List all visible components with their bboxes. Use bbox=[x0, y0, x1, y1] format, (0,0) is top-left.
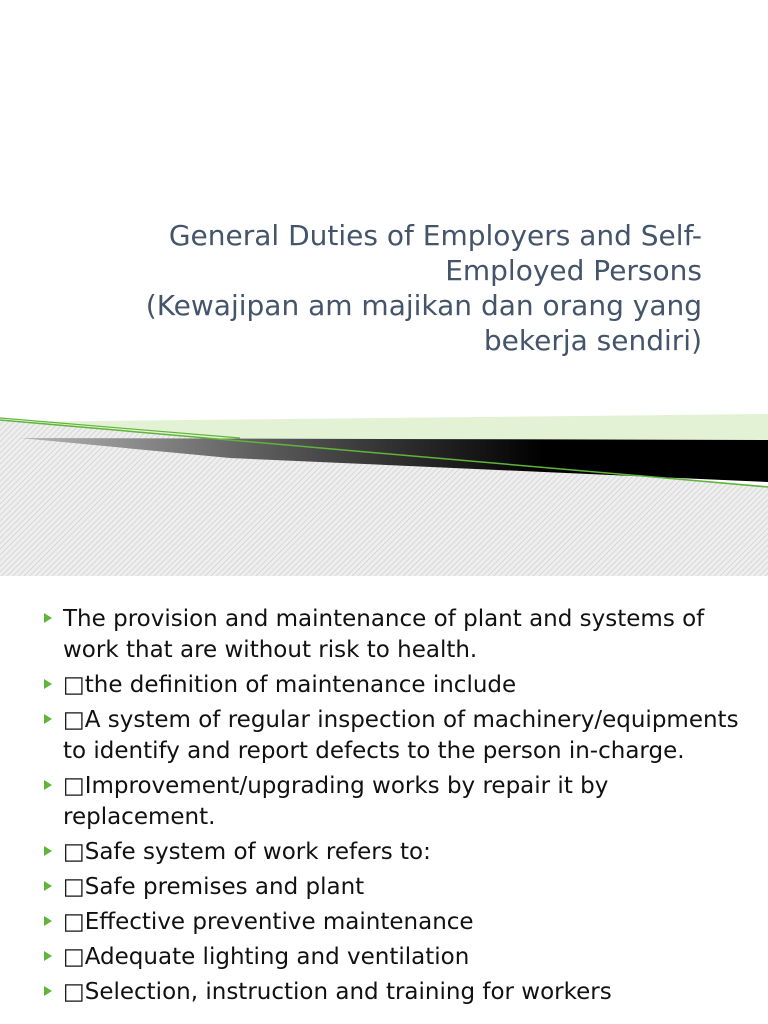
arrow-bullet-icon bbox=[44, 780, 52, 790]
arrow-bullet-icon bbox=[44, 846, 52, 856]
bullet-text: The provision and maintenance of plant and systems of work that are without risk to health. bbox=[63, 606, 705, 663]
arrow-bullet-icon bbox=[44, 881, 52, 891]
list-item bbox=[40, 907, 740, 938]
list-item bbox=[40, 705, 740, 767]
bullet-text: □Adequate lighting and ventilation bbox=[63, 944, 470, 970]
bullet-text: □Improvement/upgrading works by repair it by replacement. bbox=[63, 773, 609, 830]
title-line: (Kewajipan am majikan dan orang yang bbox=[145, 289, 702, 322]
title-line: General Duties of Employers and Self- bbox=[168, 219, 702, 252]
list-item bbox=[40, 872, 740, 903]
content-slide bbox=[0, 576, 768, 1024]
list-item bbox=[40, 942, 740, 973]
arrow-bullet-icon bbox=[44, 714, 52, 724]
title-line: bekerja sendiri) bbox=[483, 324, 702, 357]
arrow-bullet-icon bbox=[44, 679, 52, 689]
arrow-bullet-icon bbox=[44, 986, 52, 996]
arrow-bullet-icon bbox=[44, 916, 52, 926]
bullet-text: □Safe premises and plant bbox=[63, 874, 365, 900]
list-item bbox=[40, 604, 740, 666]
arrow-bullet-icon bbox=[44, 613, 52, 623]
bullet-text: □Effective preventive maintenance bbox=[63, 909, 474, 935]
list-item bbox=[40, 670, 740, 701]
bullet-text: □Safe system of work refers to: bbox=[63, 839, 431, 865]
title-line: Employed Persons bbox=[445, 254, 702, 287]
bullet-list bbox=[40, 604, 740, 1012]
list-item bbox=[40, 771, 740, 833]
slide-title bbox=[62, 218, 702, 358]
bullet-text: □A system of regular inspection of machinery/equipments to identify and report defects to the person in-charge. bbox=[63, 707, 739, 764]
arrow-bullet-icon bbox=[44, 951, 52, 961]
bullet-text: □Selection, instruction and training for workers bbox=[63, 979, 612, 1005]
list-item bbox=[40, 837, 740, 868]
bullet-text: □the definition of maintenance include bbox=[63, 672, 517, 698]
list-item bbox=[40, 977, 740, 1008]
